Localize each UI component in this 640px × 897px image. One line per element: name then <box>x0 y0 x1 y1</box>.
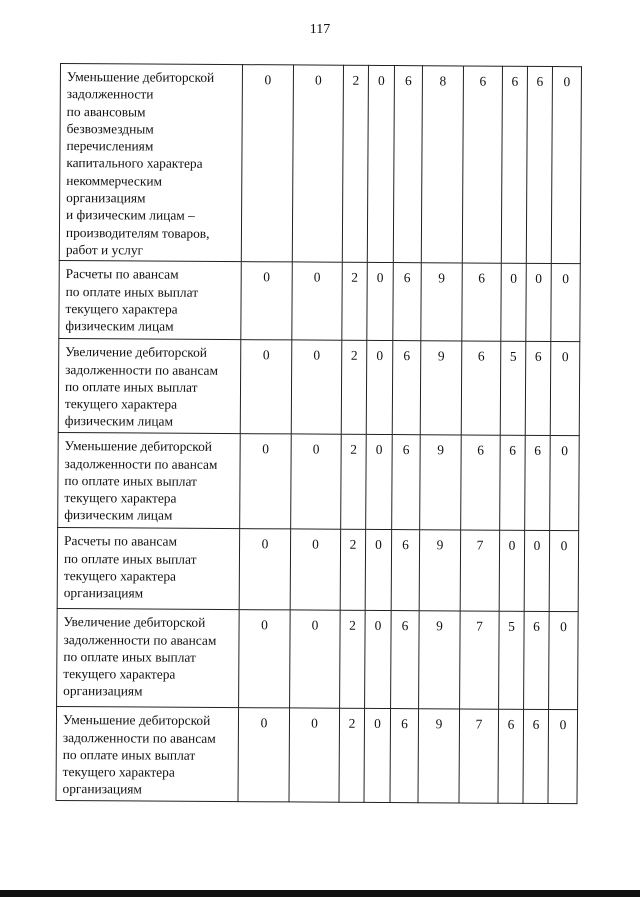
code-digit-cell: 6 <box>462 66 502 264</box>
row-label-line: по оплате иных выплат <box>64 378 198 395</box>
code-digit-cell: 6 <box>461 435 501 530</box>
code-digit-cell: 0 <box>291 340 342 434</box>
row-label-line: Увеличение дебиторской <box>65 344 208 361</box>
code-digit-cell: 2 <box>339 708 365 802</box>
row-label-line: производителям товаров, <box>65 224 210 241</box>
code-digit-cell: 9 <box>419 611 461 709</box>
code-digit-cell: 0 <box>240 434 292 529</box>
code-digit-cell: 6 <box>391 611 420 709</box>
code-digit-cell: 6 <box>392 341 421 435</box>
code-digit-cell: 0 <box>501 263 526 341</box>
code-digit-cell: 9 <box>420 341 462 435</box>
code-digit-cell: 0 <box>290 529 340 610</box>
code-digit-cell: 9 <box>420 435 462 530</box>
table-row <box>58 433 580 531</box>
row-label-line: текущего характера <box>64 490 177 506</box>
code-digit-cell: 0 <box>551 264 580 342</box>
table-row <box>59 64 581 264</box>
code-digit-cell: 0 <box>238 708 290 802</box>
row-label-line: задолженности по авансам <box>63 631 217 648</box>
code-digit-cell: 0 <box>549 531 578 612</box>
code-digit-cell: 0 <box>241 65 293 263</box>
table-row <box>56 707 578 804</box>
table-row <box>58 339 580 436</box>
row-label-line: организациям <box>66 190 146 206</box>
code-digit-cell: 0 <box>550 342 580 436</box>
row-label-line: Расчеты по авансам <box>64 533 178 549</box>
row-label-line: Уменьшение дебиторской <box>64 438 213 455</box>
code-digit-cell: 0 <box>239 529 290 610</box>
row-label-line: по оплате иных выплат <box>62 746 196 763</box>
row-label-line: задолженности по авансам <box>64 455 218 472</box>
budget-classification-table <box>55 63 581 804</box>
code-digit-cell: 0 <box>499 530 524 611</box>
code-digit-cell: 6 <box>393 263 421 341</box>
code-digit-cell: 6 <box>525 342 551 436</box>
table-body <box>56 64 581 804</box>
code-digit-cell: 8 <box>421 66 463 264</box>
code-digit-cell: 0 <box>239 610 291 708</box>
code-digit-cell: 9 <box>419 530 460 611</box>
code-digit-cell: 0 <box>292 262 342 340</box>
code-digit-cell: 6 <box>498 709 524 803</box>
row-label-line: текущего характера <box>62 764 175 780</box>
row-label <box>59 261 241 340</box>
code-digit-cell: 5 <box>499 611 525 709</box>
code-digit-cell: 6 <box>391 530 419 611</box>
code-digit-cell: 6 <box>500 435 526 530</box>
code-digit-cell: 0 <box>367 263 393 341</box>
row-label-line: по авансовым <box>66 103 146 120</box>
code-digit-cell: 0 <box>289 708 340 802</box>
row-label-line: Уменьшение дебиторской <box>66 69 215 85</box>
row-label-line: перечислениям <box>66 138 154 154</box>
code-digit-cell: 6 <box>524 612 550 710</box>
row-label-line: Расчеты по авансам <box>65 266 179 282</box>
code-digit-cell: 6 <box>461 341 501 435</box>
row-label-line: некоммерческим <box>66 172 163 189</box>
row-label-line: организациям <box>63 683 143 699</box>
code-digit-cell: 2 <box>341 340 367 434</box>
code-digit-cell: 0 <box>367 65 394 262</box>
code-digit-cell: 0 <box>524 531 549 612</box>
row-label <box>57 609 240 708</box>
row-label-line: задолженности по авансам <box>65 361 219 378</box>
code-digit-cell: 0 <box>240 340 292 434</box>
row-label-line: капитального характера <box>66 155 203 172</box>
scan-bottom-edge <box>0 890 640 897</box>
code-digit-cell: 2 <box>341 434 367 529</box>
row-label-line: по оплате иных выплат <box>64 472 197 489</box>
code-digit-cell: 0 <box>548 710 578 804</box>
code-digit-cell: 0 <box>526 264 551 342</box>
row-label-line: задолженности <box>66 86 154 102</box>
code-digit-cell: 0 <box>290 610 341 708</box>
code-digit-cell: 6 <box>462 263 501 341</box>
row-label <box>57 528 239 610</box>
code-digit-cell: 2 <box>340 529 365 610</box>
row-label <box>58 433 241 529</box>
code-digit-cell: 0 <box>364 709 391 803</box>
code-digit-cell: 6 <box>392 435 421 530</box>
code-digit-cell: 6 <box>523 710 549 804</box>
row-label-line: Увеличение дебиторской <box>63 614 206 631</box>
table-row <box>57 528 578 612</box>
code-digit-cell: 9 <box>418 709 460 803</box>
code-digit-cell: 7 <box>459 709 499 803</box>
code-digit-cell: 0 <box>365 530 391 611</box>
code-digit-cell: 2 <box>340 610 366 708</box>
row-label-line: физическим лицам <box>64 413 174 430</box>
row-label-line: по оплате иных выплат <box>65 283 199 300</box>
row-label-line: Уменьшение дебиторской <box>62 712 211 729</box>
code-digit-cell: 6 <box>525 436 551 531</box>
row-label <box>59 64 242 262</box>
code-digit-cell: 6 <box>393 66 422 263</box>
row-label-line: работ и услуг <box>65 242 144 258</box>
code-digit-cell: 0 <box>550 436 580 531</box>
code-digit-cell: 2 <box>342 65 368 262</box>
code-digit-cell: 6 <box>390 709 419 803</box>
code-digit-cell: 0 <box>366 341 393 435</box>
row-label-line: и физическим лицам – <box>66 207 195 224</box>
row-label-line: организациям <box>62 781 142 797</box>
row-label-line: текущего характера <box>64 396 178 412</box>
code-digit-cell: 0 <box>549 612 579 710</box>
row-label-line: физическим лицам <box>65 318 174 334</box>
table-row <box>59 261 580 342</box>
row-label-line: текущего характера <box>63 567 177 584</box>
code-digit-cell: 6 <box>501 66 527 263</box>
row-label-line: по оплате иных выплат <box>63 648 196 665</box>
code-digit-cell: 0 <box>551 67 581 264</box>
page-number: 117 <box>309 22 331 37</box>
code-digit-cell: 6 <box>526 66 552 263</box>
row-label-line: текущего характера <box>65 300 178 317</box>
code-digit-cell: 0 <box>291 434 342 529</box>
code-digit-cell: 2 <box>342 262 367 340</box>
code-digit-cell: 0 <box>365 611 392 709</box>
row-label <box>56 707 239 802</box>
table-row <box>57 609 579 710</box>
code-digit-cell: 0 <box>292 65 343 263</box>
code-digit-cell: 0 <box>241 262 292 340</box>
code-digit-cell: 7 <box>460 611 500 709</box>
row-label-line: текущего характера <box>63 666 176 682</box>
row-label-line: безвозмездным <box>66 120 154 137</box>
row-label-line: задолженности по авансам <box>62 729 216 746</box>
row-label-line: физическим лицам <box>64 507 173 524</box>
code-digit-cell: 5 <box>500 341 526 435</box>
row-label-line: по оплате иных выплат <box>63 550 197 567</box>
code-digit-cell: 7 <box>460 530 499 611</box>
code-digit-cell: 0 <box>366 435 393 530</box>
row-label-line: организациям <box>63 585 144 601</box>
row-label <box>58 339 241 434</box>
code-digit-cell: 9 <box>421 263 462 341</box>
